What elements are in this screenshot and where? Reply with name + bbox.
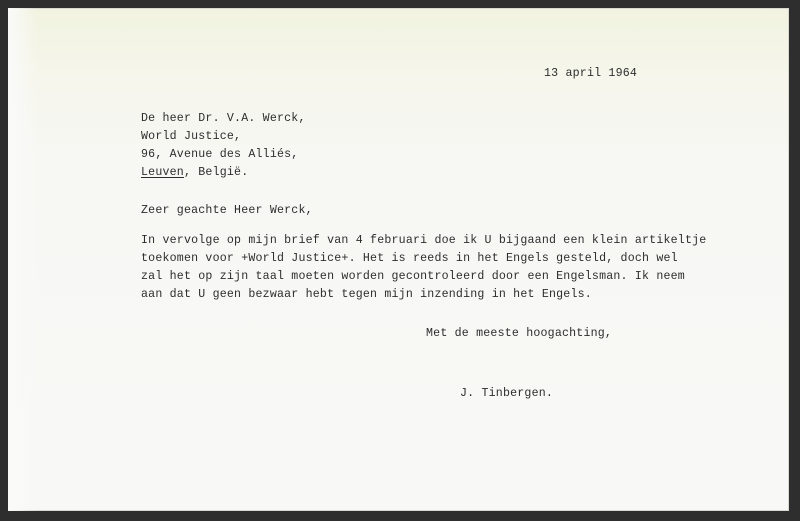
letter-date: 13 april 1964 [544, 67, 638, 80]
recipient-country: , België. [183, 166, 249, 179]
recipient-city: Leuven [141, 166, 184, 179]
body-line: zal het op zijn taal moeten worden gecontroleerd door een Engelsman. Ik neem [141, 270, 685, 283]
salutation: Zeer geachte Heer Werck, [141, 204, 313, 217]
body-line: aan dat U geen bezwaar hebt tegen mijn inzending in het Engels. [141, 288, 592, 301]
recipient-street: 96, Avenue des Alliés, [141, 148, 299, 161]
body-line: In vervolge op mijn brief van 4 februari doe ik U bijgaand een klein artikeltje [141, 234, 707, 247]
recipient-organization: World Justice, [141, 130, 242, 143]
recipient-city-line [141, 164, 248, 182]
signature: J. Tinbergen. [460, 387, 554, 400]
paper-edge-shade [8, 8, 38, 511]
recipient-name: De heer Dr. V.A. Werck, [141, 112, 306, 125]
body-line: toekomen voor +World Justice+. Het is reeds in het Engels gesteld, doch wel [141, 252, 678, 265]
closing: Met de meeste hoogachting, [426, 327, 613, 340]
